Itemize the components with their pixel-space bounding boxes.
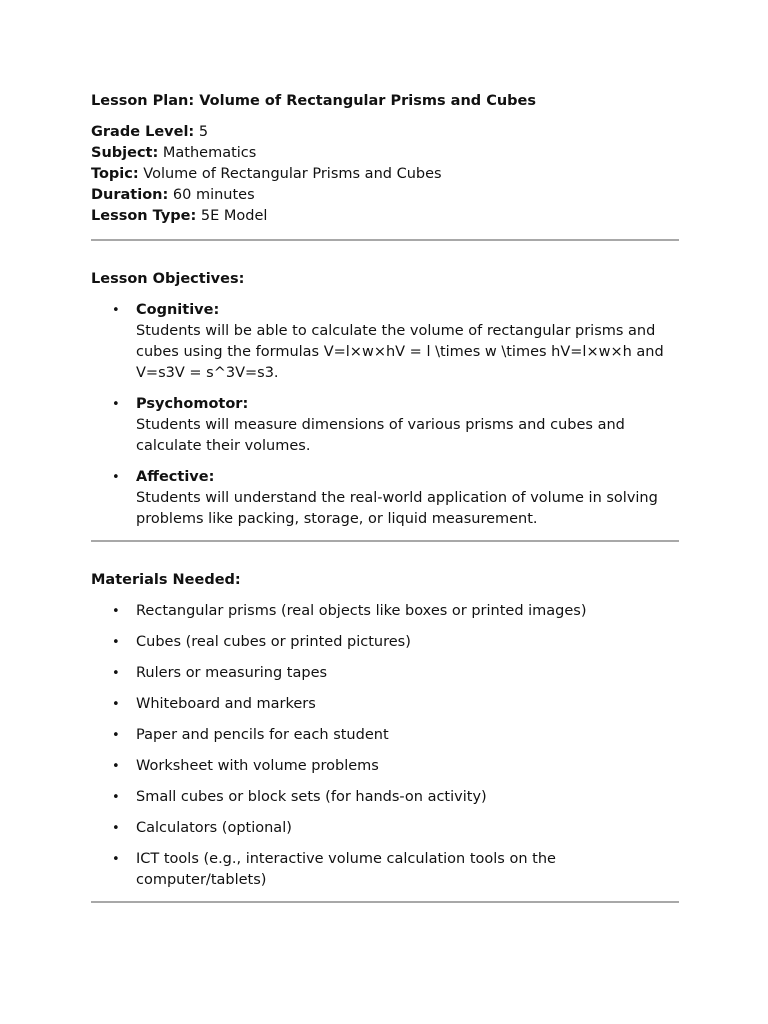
meta-label: Lesson Type: xyxy=(91,208,197,224)
materials-heading: Materials Needed: xyxy=(91,572,241,588)
meta-subject xyxy=(91,143,679,164)
list-item: • Whiteboard and markers xyxy=(91,694,679,715)
objective-title: • Cognitive: xyxy=(136,302,220,318)
objective-title: • Psychomotor: xyxy=(136,396,249,412)
meta-label: Subject: xyxy=(91,145,159,161)
objectives-list xyxy=(91,300,679,530)
list-item: • Rectangular prisms (real objects like boxes or printed images) xyxy=(91,601,679,622)
meta-grade-level xyxy=(91,122,679,143)
objectives-heading: Lesson Objectives: xyxy=(91,271,245,287)
list-item xyxy=(91,394,679,457)
meta-lesson-type xyxy=(91,206,679,227)
meta-label: Duration: xyxy=(91,187,169,203)
divider xyxy=(91,540,679,542)
objective-title: • Affective: xyxy=(136,469,215,485)
list-item: • Calculators (optional) xyxy=(91,818,679,839)
meta-label: Grade Level: xyxy=(91,124,195,140)
list-item: • Worksheet with volume problems xyxy=(91,756,679,777)
document-content xyxy=(91,91,679,931)
divider xyxy=(91,239,679,241)
list-item: • Small cubes or block sets (for hands-on activity) xyxy=(91,787,679,808)
meta-value: 5E Model xyxy=(200,208,268,224)
list-item: • Rulers or measuring tapes xyxy=(91,663,679,684)
meta-topic xyxy=(91,164,679,185)
page-title: Lesson Plan: Volume of Rectangular Prisms and Cubes xyxy=(91,93,537,109)
objective-text: Students will measure dimensions of various prisms and cubes and calculate their volumes. xyxy=(136,417,625,454)
list-item: • Cubes (real cubes or printed pictures) xyxy=(91,632,679,653)
divider xyxy=(91,901,679,903)
meta-value: Volume of Rectangular Prisms and Cubes xyxy=(143,166,442,182)
objective-text: Students will understand the real-world application of volume in solving problems like packing, storage, or liquid measurement. xyxy=(136,490,658,527)
lesson-meta xyxy=(91,122,679,227)
list-item xyxy=(91,300,679,384)
list-item: • ICT tools (e.g., interactive volume calculation tools on the computer/tablets) xyxy=(91,849,679,891)
meta-value: Mathematics xyxy=(162,145,257,161)
meta-value: 60 minutes xyxy=(172,187,255,203)
materials-list xyxy=(91,601,679,891)
list-item: • Paper and pencils for each student xyxy=(91,725,679,746)
meta-value: 5 xyxy=(198,124,209,140)
meta-label: Topic: xyxy=(91,166,139,182)
objective-text: Students will be able to calculate the volume of rectangular prisms and cubes using the formulas V=l×w×hV = l \times w \times hV=l×w×h and V=s3V = s^3V=s3. xyxy=(136,323,664,381)
list-item xyxy=(91,467,679,530)
meta-duration xyxy=(91,185,679,206)
